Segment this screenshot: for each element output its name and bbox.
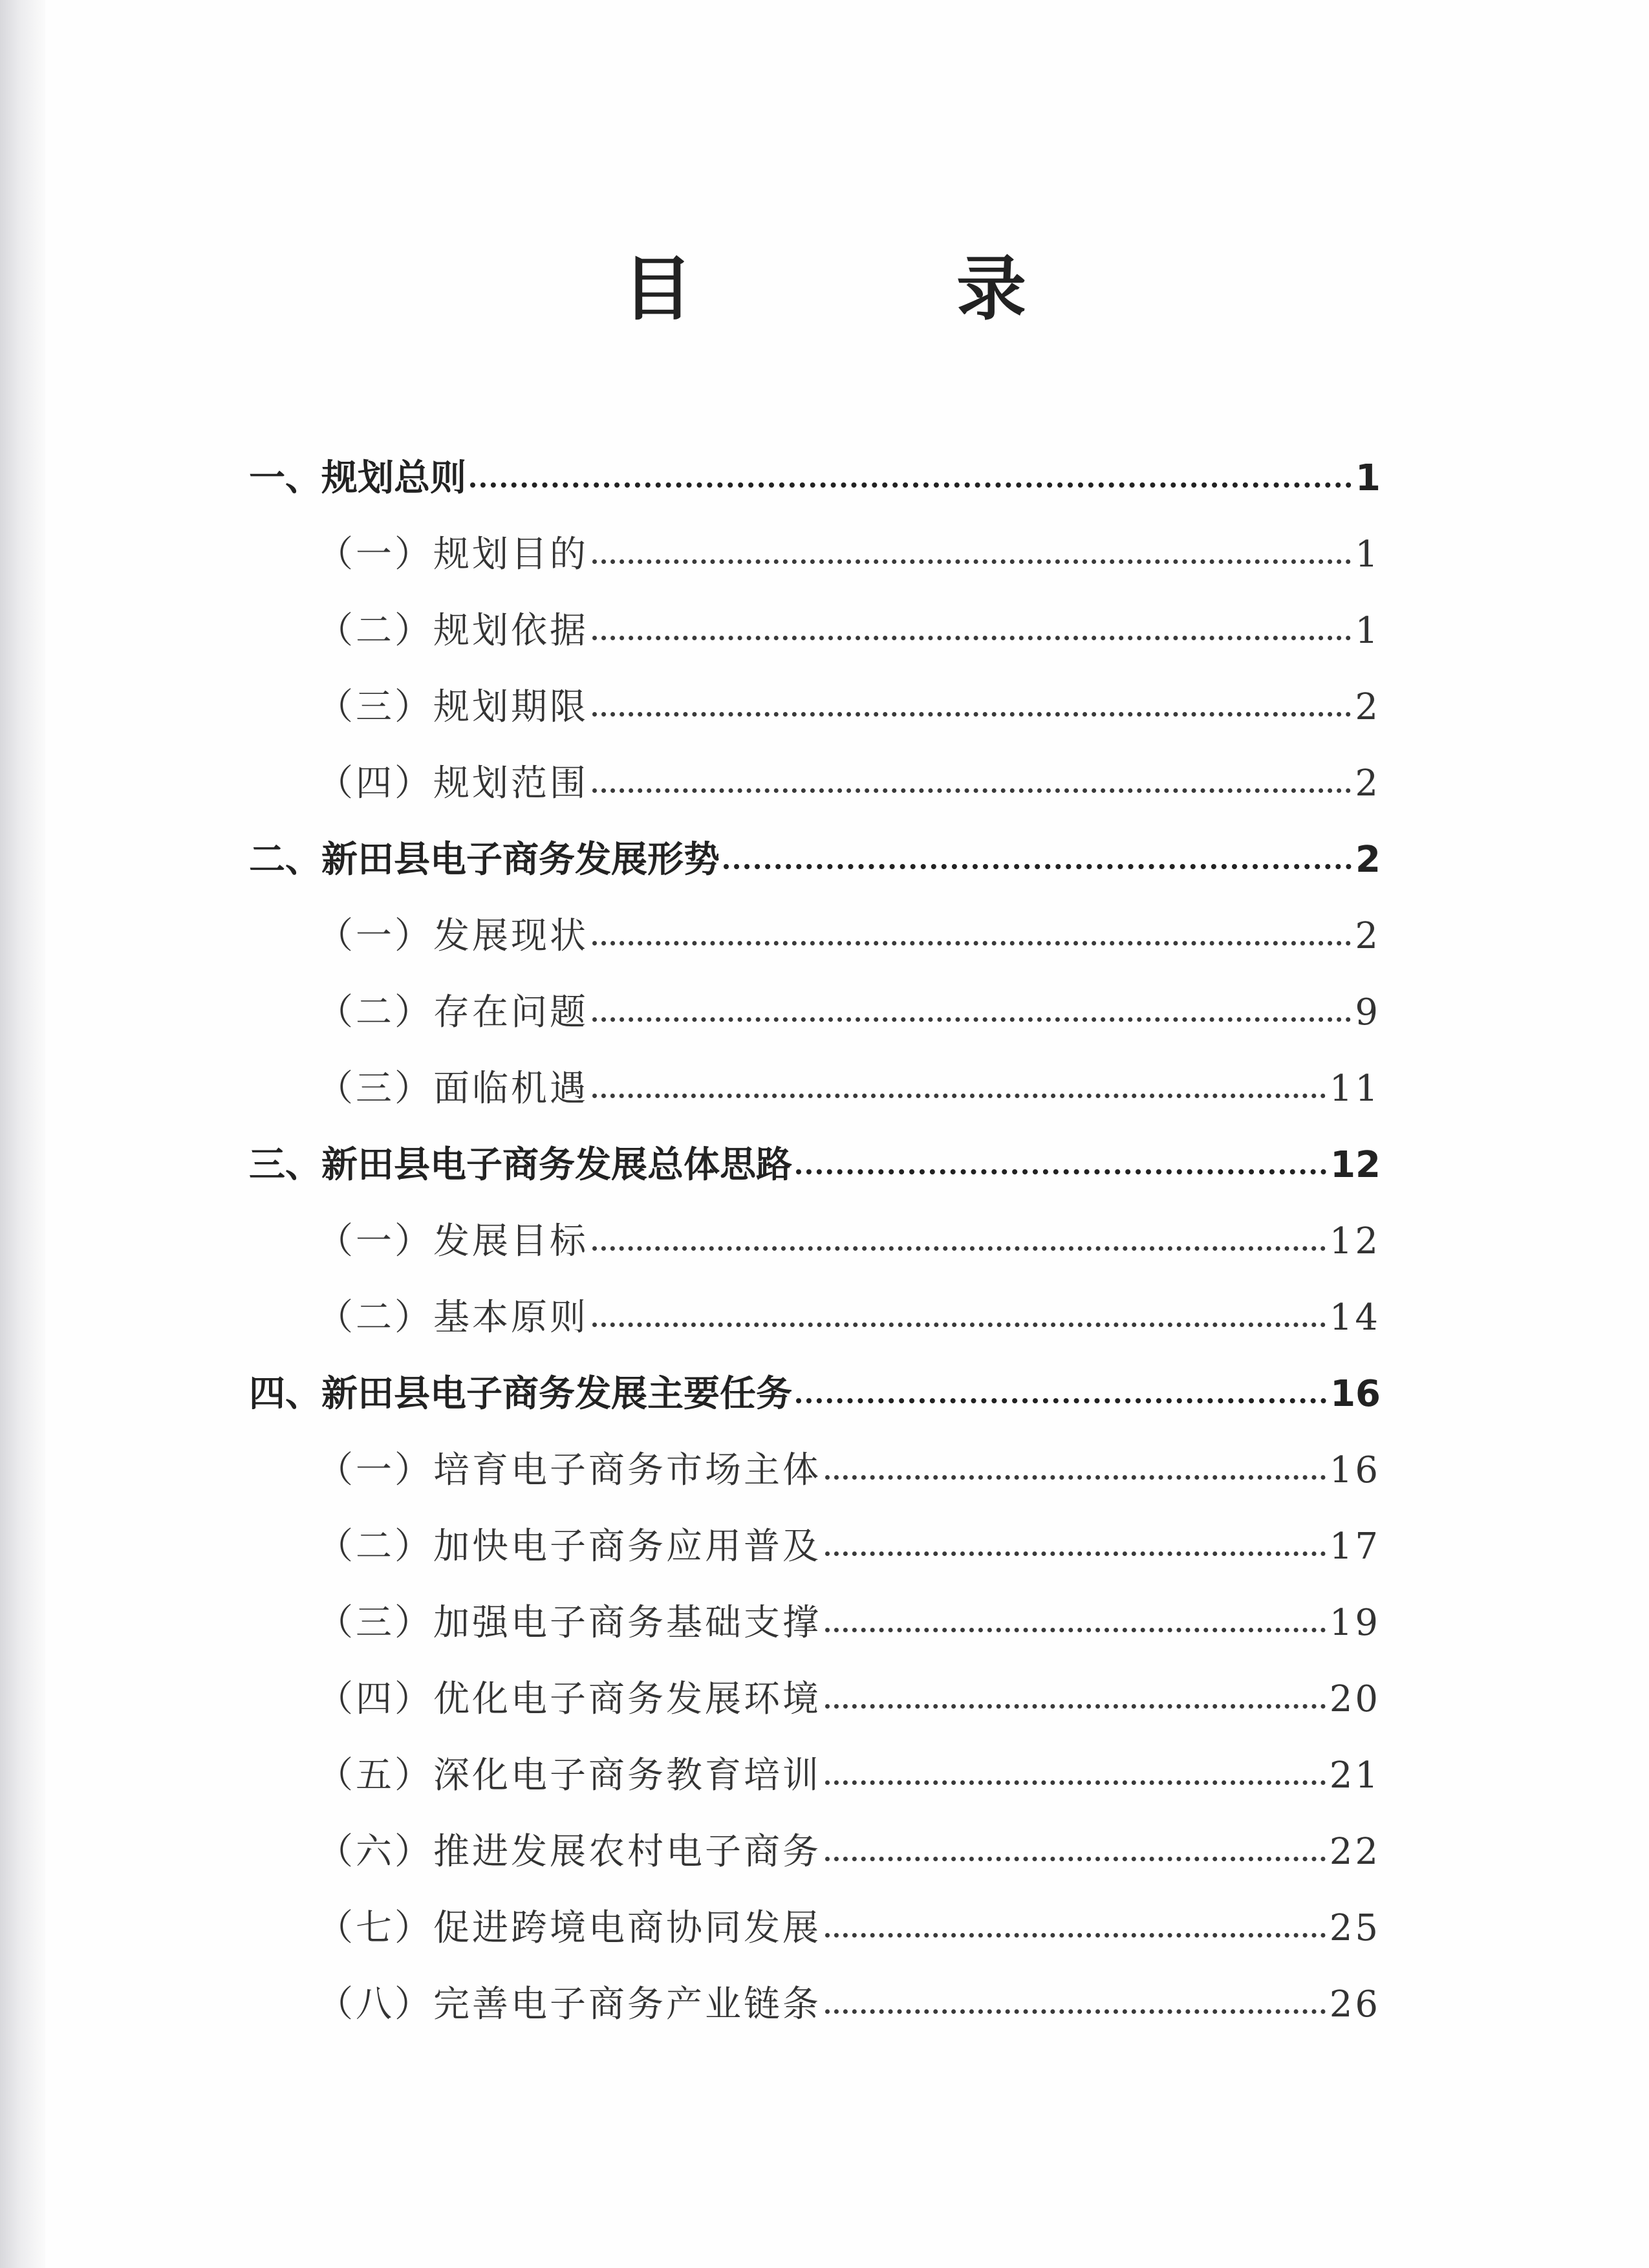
toc-section-entry[interactable]: [317, 1594, 1381, 1644]
toc-page-number: 12: [1329, 1220, 1381, 1262]
toc-page-number: 12: [1330, 1144, 1381, 1186]
toc-entry-label: （二）加快电子商务应用普及: [317, 1526, 821, 1568]
toc-page-number: 2: [1355, 762, 1381, 805]
toc-dot-leader: [592, 707, 1351, 717]
toc-section-entry[interactable]: [317, 1518, 1381, 1568]
toc-entry-label: （七）促进跨境电商协同发展: [317, 1907, 821, 1949]
toc-page-number: 1: [1355, 457, 1381, 499]
toc-entry-label: （四）优化电子商务发展环境: [317, 1678, 821, 1720]
toc-page-number: 2: [1355, 915, 1381, 957]
toc-dot-leader: [825, 1470, 1326, 1480]
toc-dot-leader: [796, 1393, 1326, 1403]
toc-entry-label: （一）规划目的: [317, 534, 588, 576]
toc-page-number: 14: [1329, 1297, 1381, 1339]
toc-dot-leader: [825, 2004, 1326, 2014]
toc-dot-leader: [825, 1699, 1326, 1709]
toc-section-entry[interactable]: [317, 1670, 1381, 1720]
toc-dot-leader: [592, 1012, 1351, 1022]
page-title: 目 录: [622, 248, 1123, 330]
toc-dot-leader: [592, 936, 1351, 945]
toc-dot-leader: [592, 1088, 1326, 1098]
toc-section-entry[interactable]: [317, 1899, 1381, 1949]
toc-dot-leader: [825, 1623, 1326, 1632]
toc-dot-leader: [592, 554, 1351, 564]
toc-entry-label: （二）存在问题: [317, 991, 588, 1033]
toc-page-number: 11: [1329, 1068, 1381, 1110]
toc-section-entry[interactable]: [317, 1289, 1381, 1339]
toc-entry-label: 四、新田县电子商务发展主要任务: [249, 1373, 792, 1415]
toc-entry-label: （二）基本原则: [317, 1297, 588, 1339]
toc-entry-label: （四）规划范围: [317, 762, 588, 805]
toc-entry-label: 一、规划总则: [249, 457, 466, 499]
toc-section-entry[interactable]: [317, 1976, 1381, 2025]
toc-dot-leader: [592, 631, 1351, 640]
toc-section-entry[interactable]: [317, 907, 1381, 957]
toc-page-number: 20: [1329, 1678, 1381, 1720]
toc-dot-leader: [592, 1241, 1326, 1251]
toc-page-number: 1: [1355, 534, 1381, 576]
toc-entry-label: （二）规划依据: [317, 610, 588, 652]
toc-entry-label: 三、新田县电子商务发展总体思路: [249, 1144, 792, 1186]
toc-page-number: 1: [1355, 610, 1381, 652]
toc-page-number: 22: [1329, 1831, 1381, 1873]
toc-dot-leader: [825, 1928, 1326, 1938]
toc-chapter-entry[interactable]: [249, 831, 1381, 881]
toc-section-entry[interactable]: [317, 755, 1381, 805]
toc-section-entry[interactable]: [317, 1823, 1381, 1873]
toc-dot-leader: [825, 1775, 1326, 1785]
toc-chapter-entry[interactable]: [249, 1365, 1381, 1415]
toc-dot-leader: [825, 1852, 1326, 1861]
toc-dot-leader: [796, 1164, 1326, 1174]
toc-dot-leader: [592, 1317, 1326, 1327]
toc-page-number: 17: [1329, 1526, 1381, 1568]
toc-page-number: 16: [1330, 1373, 1381, 1415]
toc-page-number: 26: [1329, 1983, 1381, 2025]
toc-section-entry[interactable]: [317, 526, 1381, 576]
toc-page-number: 16: [1329, 1449, 1381, 1491]
toc-entry-label: （三）规划期限: [317, 686, 588, 728]
toc-page-number: 21: [1329, 1755, 1381, 1797]
toc-entry-label: （一）培育电子商务市场主体: [317, 1449, 821, 1491]
toc-section-entry[interactable]: [317, 1213, 1381, 1262]
toc-section-entry[interactable]: [317, 1060, 1381, 1110]
toc-section-entry[interactable]: [317, 678, 1381, 728]
toc-section-entry[interactable]: [317, 602, 1381, 652]
toc-dot-leader: [470, 477, 1352, 488]
toc-page-number: 2: [1355, 839, 1381, 881]
toc-entry-label: 二、新田县电子商务发展形势: [249, 839, 720, 881]
toc-chapter-entry[interactable]: [249, 1136, 1381, 1186]
toc-dot-leader: [724, 859, 1352, 869]
toc-page-number: 9: [1355, 991, 1381, 1033]
toc-chapter-entry[interactable]: [249, 449, 1381, 499]
toc-entry-label: （一）发展现状: [317, 915, 588, 957]
toc-section-entry[interactable]: [317, 1442, 1381, 1491]
toc-entry-label: （六）推进发展农村电子商务: [317, 1831, 821, 1873]
toc-page-number: 25: [1329, 1907, 1381, 1949]
toc-page-number: 2: [1355, 686, 1381, 728]
toc-entry-label: （三）加强电子商务基础支撑: [317, 1602, 821, 1644]
toc-dot-leader: [592, 783, 1351, 793]
toc-entry-label: （八）完善电子商务产业链条: [317, 1983, 821, 2025]
toc-entry-label: （五）深化电子商务教育培训: [317, 1755, 821, 1797]
toc-entry-label: （一）发展目标: [317, 1220, 588, 1262]
toc-section-entry[interactable]: [317, 1747, 1381, 1797]
toc-page-number: 19: [1329, 1602, 1381, 1644]
toc-section-entry[interactable]: [317, 984, 1381, 1033]
toc-entry-label: （三）面临机遇: [317, 1068, 588, 1110]
toc-dot-leader: [825, 1546, 1326, 1556]
